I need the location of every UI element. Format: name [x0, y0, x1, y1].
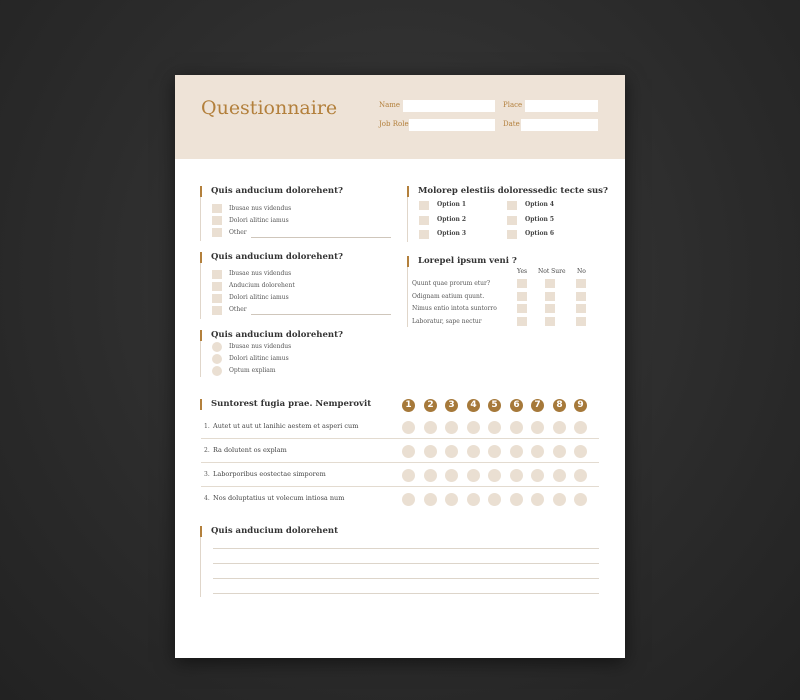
checkbox[interactable] — [419, 230, 429, 239]
job-role-label: Job Role — [379, 120, 409, 128]
option-label: Option 6 — [525, 230, 555, 237]
answer-line[interactable] — [213, 563, 599, 564]
radio-button[interactable] — [212, 366, 222, 376]
row-number: 3. — [204, 471, 210, 478]
rating-circle[interactable] — [424, 469, 437, 482]
option-label: Other — [229, 229, 247, 236]
checkbox[interactable] — [212, 216, 222, 225]
row-label: Laboratur, sape nectur — [412, 318, 482, 325]
scale-number: 9 — [574, 399, 587, 412]
checkbox[interactable] — [212, 306, 222, 315]
scale-number: 2 — [424, 399, 437, 412]
section-marker — [200, 252, 202, 263]
rating-row-text: Autet ut aut ut lanihic aestem et asperi cum — [213, 422, 359, 430]
rating-circle[interactable] — [424, 421, 437, 434]
date-label: Date — [503, 120, 520, 128]
rating-title: Suntorest fugia prae. Nemperovit — [211, 399, 372, 409]
rating-circle[interactable] — [467, 469, 480, 482]
option-label: Ibusae nus videndus — [229, 343, 292, 350]
place-input[interactable] — [525, 100, 598, 112]
radio-button[interactable] — [212, 342, 222, 352]
rating-row-text: Laborporibus eostectae simporem — [213, 470, 326, 478]
row-label: Nimus entio intota suntorro — [412, 305, 497, 312]
scale-number: 4 — [467, 399, 480, 412]
question-4-title: Molorep elestiis doloressedic tecte sus? — [418, 186, 608, 196]
checkbox[interactable] — [212, 282, 222, 291]
checkbox[interactable] — [576, 317, 586, 326]
section-marker — [407, 256, 409, 267]
row-divider — [201, 486, 599, 487]
checkbox[interactable] — [507, 201, 517, 210]
checkbox[interactable] — [576, 292, 586, 301]
answer-line[interactable] — [213, 578, 599, 579]
rating-circle[interactable] — [402, 421, 415, 434]
row-divider — [201, 438, 599, 439]
row-number: 2. — [204, 447, 210, 454]
rating-circle[interactable] — [467, 445, 480, 458]
rating-circle[interactable] — [488, 421, 501, 434]
question-1-title: Quis anducium dolorehent? — [211, 186, 343, 196]
section-rule — [407, 197, 408, 242]
rating-circle[interactable] — [553, 493, 566, 506]
row-label: Quunt quae prorum etur? — [412, 280, 491, 287]
section-marker — [200, 330, 202, 341]
checkbox[interactable] — [576, 304, 586, 313]
rating-circle[interactable] — [553, 445, 566, 458]
scale-number: 1 — [402, 399, 415, 412]
option-label: Dolori alitinc iamus — [229, 217, 289, 224]
questionnaire-page — [175, 75, 625, 658]
scale-number: 6 — [510, 399, 523, 412]
place-label: Place — [503, 101, 523, 109]
rating-circle[interactable] — [467, 493, 480, 506]
question-2-title: Quis anducium dolorehent? — [211, 252, 343, 262]
answer-line[interactable] — [213, 548, 599, 549]
column-header-not-sure: Not Sure — [538, 268, 566, 275]
checkbox[interactable] — [212, 204, 222, 213]
option-label: Option 1 — [437, 201, 467, 208]
option-label: Ibusae nus videndus — [229, 205, 292, 212]
date-input[interactable] — [521, 119, 598, 131]
checkbox[interactable] — [517, 292, 527, 301]
section-rule — [200, 263, 201, 319]
rating-circle[interactable] — [574, 445, 587, 458]
rating-circle[interactable] — [488, 493, 501, 506]
rating-circle[interactable] — [510, 421, 523, 434]
name-input[interactable] — [403, 100, 495, 112]
rating-circle[interactable] — [553, 469, 566, 482]
rating-circle[interactable] — [402, 469, 415, 482]
rating-circle[interactable] — [510, 445, 523, 458]
rating-circle[interactable] — [531, 493, 544, 506]
row-label: Odignam eatium quunt. — [412, 293, 485, 300]
rating-circle[interactable] — [402, 493, 415, 506]
rating-circle[interactable] — [574, 421, 587, 434]
option-label: Optum expliam — [229, 367, 276, 374]
rating-circle[interactable] — [402, 445, 415, 458]
option-label: Option 5 — [525, 216, 555, 223]
rating-circle[interactable] — [467, 421, 480, 434]
header — [175, 75, 625, 159]
checkbox[interactable] — [212, 228, 222, 237]
section-marker — [407, 186, 409, 197]
checkbox[interactable] — [517, 317, 527, 326]
rating-circle[interactable] — [488, 445, 501, 458]
page-title: Questionnaire — [201, 97, 338, 119]
question-5-title: Lorepel ipsum veni ? — [418, 256, 517, 266]
option-label: Option 4 — [525, 201, 555, 208]
checkbox[interactable] — [517, 304, 527, 313]
option-label: Option 3 — [437, 230, 467, 237]
rating-circle[interactable] — [445, 469, 458, 482]
section-rule — [200, 537, 201, 597]
rating-circle[interactable] — [424, 493, 437, 506]
option-label: Option 2 — [437, 216, 467, 223]
checkbox[interactable] — [212, 270, 222, 279]
checkbox[interactable] — [545, 317, 555, 326]
column-header-yes: Yes — [517, 268, 528, 275]
section-marker — [200, 399, 202, 410]
answer-line[interactable] — [213, 593, 599, 594]
option-label: Other — [229, 306, 247, 313]
checkbox[interactable] — [517, 279, 527, 288]
section-marker — [200, 186, 202, 197]
rating-circle[interactable] — [574, 493, 587, 506]
job-role-input[interactable] — [409, 119, 495, 131]
question-6-title: Quis anducium dolorehent — [211, 526, 338, 536]
rating-row-text: Nos doluptatius ut volecum intiosa num — [213, 494, 345, 502]
rating-circle[interactable] — [553, 421, 566, 434]
option-label: Dolori alitinc iamus — [229, 294, 289, 301]
checkbox[interactable] — [507, 216, 517, 225]
rating-circle[interactable] — [531, 469, 544, 482]
checkbox[interactable] — [419, 201, 429, 210]
scale-number: 5 — [488, 399, 501, 412]
other-text-line[interactable] — [251, 314, 391, 315]
checkbox[interactable] — [545, 304, 555, 313]
rating-circle[interactable] — [531, 445, 544, 458]
row-divider — [201, 462, 599, 463]
section-rule — [200, 197, 201, 241]
rating-circle[interactable] — [531, 421, 544, 434]
scale-number: 3 — [445, 399, 458, 412]
question-3-title: Quis anducium dolorehent? — [211, 330, 343, 340]
checkbox[interactable] — [507, 230, 517, 239]
section-rule — [407, 267, 408, 327]
rating-circle[interactable] — [488, 469, 501, 482]
checkbox[interactable] — [576, 279, 586, 288]
rating-circle[interactable] — [510, 493, 523, 506]
scale-number: 7 — [531, 399, 544, 412]
other-text-line[interactable] — [251, 237, 391, 238]
rating-circle[interactable] — [424, 445, 437, 458]
option-label: Anducium dolorehent — [229, 282, 295, 289]
rating-circle[interactable] — [574, 469, 587, 482]
checkbox[interactable] — [212, 294, 222, 303]
row-number: 1. — [204, 423, 210, 430]
row-number: 4. — [204, 495, 210, 502]
column-header-no: No — [577, 268, 586, 275]
rating-circle[interactable] — [445, 445, 458, 458]
option-label: Dolori alitinc iamus — [229, 355, 289, 362]
checkbox[interactable] — [545, 292, 555, 301]
rating-circle[interactable] — [510, 469, 523, 482]
rating-row-text: Ra dolutent os explam — [213, 446, 287, 454]
section-marker — [200, 526, 202, 537]
checkbox[interactable] — [419, 216, 429, 225]
option-label: Ibusae nus videndus — [229, 270, 292, 277]
rating-circle[interactable] — [445, 493, 458, 506]
checkbox[interactable] — [545, 279, 555, 288]
radio-button[interactable] — [212, 354, 222, 364]
rating-circle[interactable] — [445, 421, 458, 434]
name-label: Name — [379, 101, 401, 109]
section-rule — [200, 341, 201, 377]
scale-number: 8 — [553, 399, 566, 412]
